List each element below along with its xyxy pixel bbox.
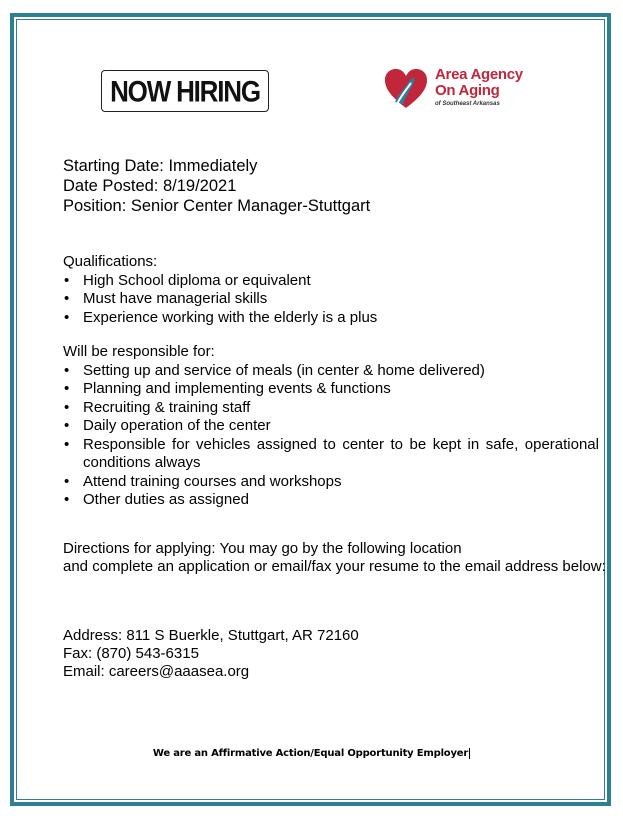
responsibilities-title: Will be responsible for: (63, 343, 215, 360)
now-hiring-text: NOW HIRING (110, 73, 260, 108)
list-item: • Daily operation of the center (63, 417, 599, 436)
logo-line-2: On Aging (435, 82, 500, 99)
qualifications-section (63, 253, 599, 327)
list-item: • Must have managerial skills (63, 290, 599, 309)
list-item: • Planning and implementing events & functions (63, 380, 599, 399)
contact-info (63, 627, 359, 681)
responsibilities-list (63, 362, 599, 510)
eeo-text: We are an Affirmative Action/Equal Opportunity Employer (152, 748, 469, 759)
eeo-statement (0, 748, 623, 759)
directions-line-2: and complete an application or email/fax your resume to the email address below: (63, 558, 606, 575)
qualifications-list (63, 272, 599, 328)
list-item: • Recruiting & training staff (63, 399, 599, 418)
position-title: Position: Senior Center Manager-Stuttgart (63, 197, 371, 215)
directions-line-1: Directions for applying: You may go by the following location (63, 540, 462, 557)
starting-date: Starting Date: Immediately (63, 157, 258, 175)
logo-line-3: of Southeast Arkansas (435, 101, 500, 107)
list-item: • Other duties as assigned (63, 491, 599, 510)
list-item: • Responsible for vehicles assigned to center to be kept in safe, operational conditions always (63, 436, 599, 473)
area-agency-logo (383, 66, 533, 116)
now-hiring-badge (101, 70, 269, 112)
list-item: • Setting up and service of meals (in center & home delivered) (63, 362, 599, 381)
list-item: • High School diploma or equivalent (63, 272, 599, 291)
contact-address: Address: 811 S Buerkle, Stuttgart, AR 72160 (63, 627, 359, 644)
list-item: • Attend training courses and workshops (63, 473, 599, 492)
responsibilities-section (63, 343, 599, 510)
contact-fax: Fax: (870) 543-6315 (63, 645, 199, 662)
contact-email: Email: careers@aaasea.org (63, 663, 250, 680)
date-posted: Date Posted: 8/19/2021 (63, 177, 237, 195)
heart-hand-icon (383, 66, 429, 112)
logo-line-1: Area Agency (435, 66, 523, 83)
list-item: • Experience working with the elderly is a plus (63, 309, 599, 328)
posting-header (63, 156, 370, 216)
application-directions (63, 540, 606, 576)
qualifications-title: Qualifications: (63, 253, 158, 270)
